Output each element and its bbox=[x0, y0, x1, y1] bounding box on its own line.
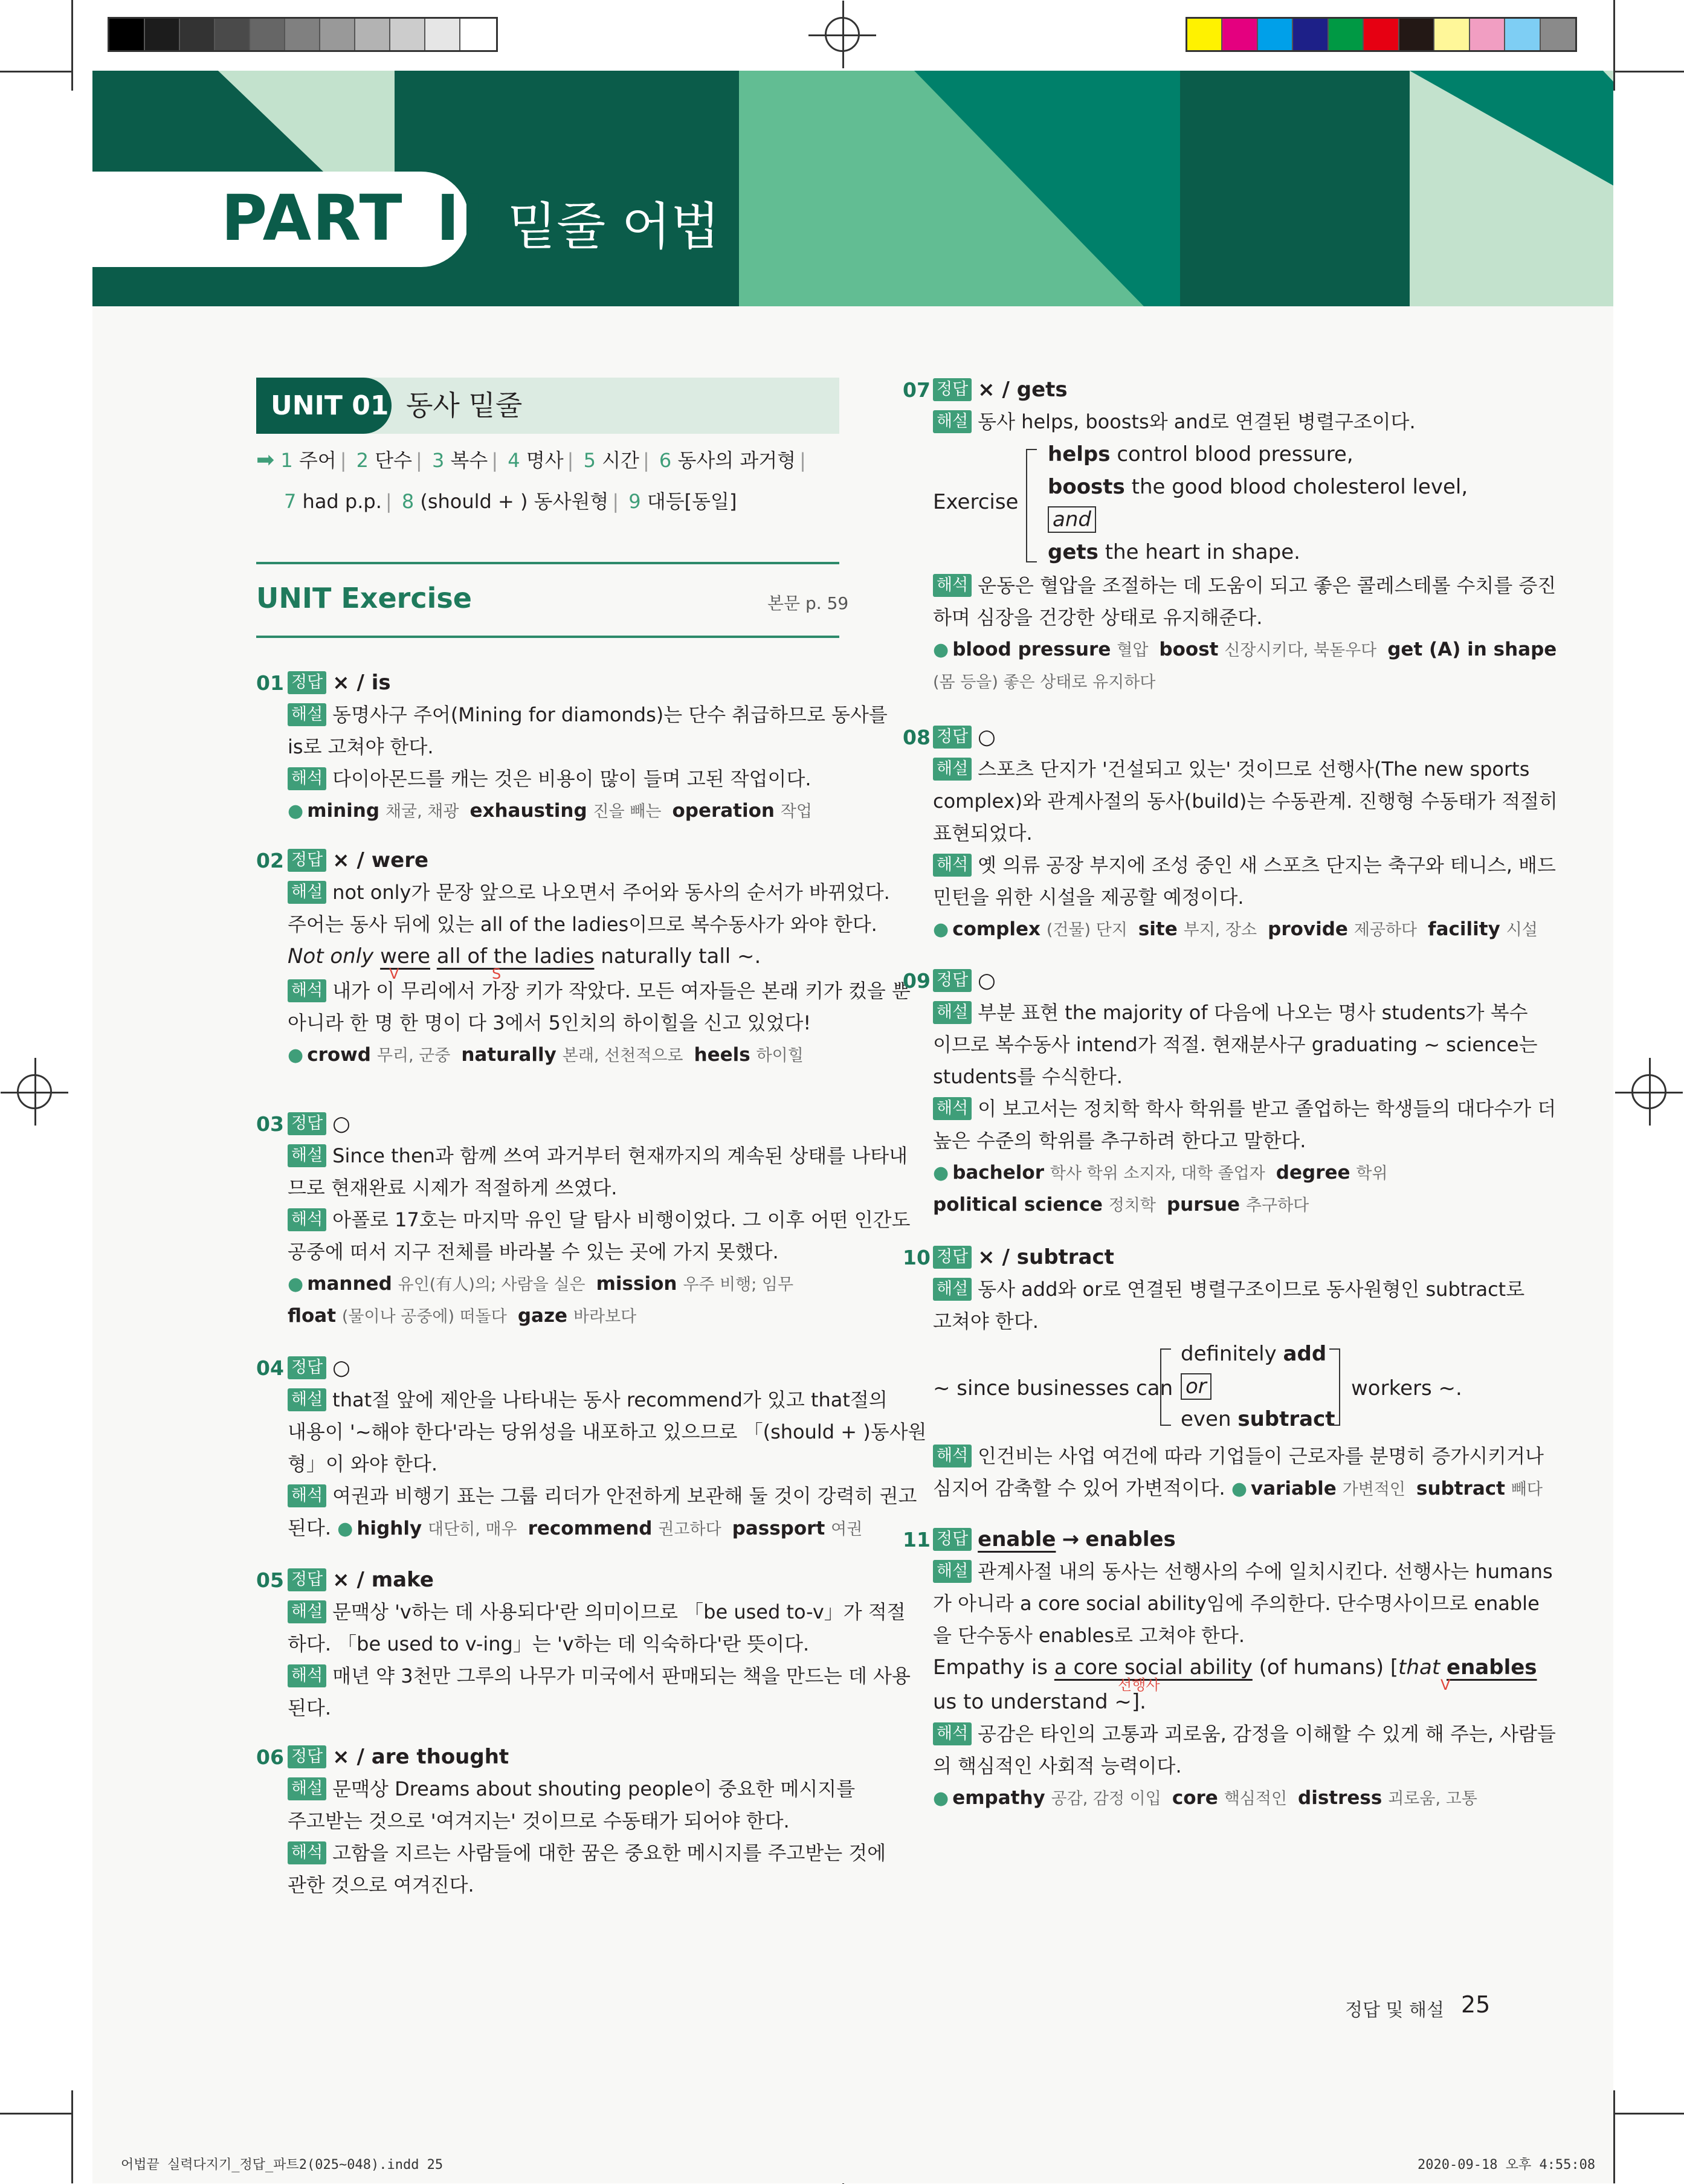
crop-mark bbox=[0, 2113, 71, 2115]
answer-item-07: 정답 × / gets 해설 동사 helps, boosts와 and로 연결된 병렬구조이다. Exercise helps control blood pressure, boosts the good blood cholesterol level, and gets the heart in shape. 해석 운동은 혈압을 조절하는 데 도움이 되고 좋은 콜레스테롤 수치를 증진 하며 심장을 건강한 상태로 유지해준다. ● blood pressure 혈압 boost 신장시키다, 북돋우다 get (A) in shape (몸 등을) 좋은 상태로 유지하다 bbox=[933, 378, 1557, 692]
vocab-line: float (물이나 공중에) 떠돌다 gaze 바라보다 bbox=[288, 1305, 637, 1327]
vocab-line: ● manned 유인(有人)의; 사람을 실은 mission 우주 비행; 임무 bbox=[288, 1273, 794, 1295]
answer-item-02: 정답 × / were 해설 not only가 문장 앞으로 나오면서 주어와 동사의 순서가 바뀌었다. 주어는 동사 뒤에 있는 all of the ladies이므로 복수동사가 와야 한다. Not only were all of the ladies naturally tall ~. V S 해석 내가 이 무리에서 가장 키가 작았다. 모든 여자들은 본래 키가 컸을 뿐 아니라 한 명 한 명이 다 3에서 5인치의 하이힐을 신고 있었다! ● crowd 무리, 군중 naturally 본래, 선천적으로 heels 하이힐 bbox=[288, 845, 844, 1071]
answer-item-05: 정답 × / make 해설 문맥상 'v하는 데 사용되다'란 의미이므로 「be used to-v」가 적절 하다. 「be used to v-ing」는 'v하는 데 익숙하다'란 뜻이다. 해석 매년 약 3천만 그루의 나무가 미국에서 판매되는 책을 만드는 데 사용 된다. bbox=[288, 1568, 911, 1719]
question-number: 07 bbox=[903, 378, 931, 402]
crop-mark bbox=[71, 0, 73, 91]
unit-topics-line-1: ➡ 1 주어 | 2 단수 | 3 복수 | 4 명사 | 5 시간 | 6 동사의 과거형 | bbox=[256, 448, 806, 472]
print-date-info: 2020-09-18 오후 4:55:08 bbox=[1418, 2157, 1596, 2173]
crop-mark bbox=[1613, 2090, 1615, 2183]
crop-mark bbox=[1613, 71, 1684, 72]
part-label: PART II bbox=[221, 181, 486, 255]
vocab-line: political science 정치학 pursue 추구하다 bbox=[933, 1194, 1309, 1216]
registration-mark-right bbox=[1631, 1074, 1666, 1109]
parallel-structure-diagram: ~ since businesses can definitely add or even subtract workers ~. bbox=[933, 1342, 1462, 1431]
crop-mark bbox=[1613, 0, 1615, 91]
answer-item-04: 정답 ○ 해설 that절 앞에 제안을 나타내는 동사 recommend가 있고 that절의 내용이 '~해야 한다'라는 당위성을 내포하고 있으므로 「(should + )동사원 형」이 와야 한다. 해석 여권과 비행기 표는 그룹 리더가 안전하게 보관해 둘 것이 강력히 권고 된다. ● highly 대단히, 매우 recommend 권고하다 passport 여권 bbox=[288, 1356, 927, 1539]
question-number: 08 bbox=[903, 726, 931, 749]
answer-item-03: 정답 ○ 해설 Since then과 함께 쓰여 과거부터 현재까지의 계속된 상태를 나타내 므로 현재완료 시제가 적절하게 쓰였다. 해석 아폴로 17호는 마지막 유인 달 탐사 비행이었다. 그 이후 어떤 인간도 공중에 떠서 지구 전체를 바라볼 수 있는 곳에 가지 못했다. ● manned 유인(有人)의; 사람을 실은 mission 우주 비행; 임무 float (물이나 공중에) 떠돌다 gaze 바라보다 bbox=[288, 1108, 844, 1332]
exercise-title: UNIT Exercise bbox=[256, 582, 472, 614]
print-file-info: 어법끝 실력다지기_정답_파트2(025~048).indd 25 bbox=[121, 2157, 444, 2173]
question-number: 01 bbox=[256, 671, 284, 695]
exercise-rule-top bbox=[256, 562, 839, 564]
answer-item-11: 정답 enable → enables 해설 관계사절 내의 동사는 선행사의 수에 일치시킨다. 선행사는 humans 가 아니라 a core social ability임에 주의한다. 단수명사이므로 enable 을 단수동사 enables로 고쳐야 한다. Empathy is a core social ability (of humans) [that enables 선행사 V us to understand ~]. 해석 공감은 타인의 고통과 괴로움, 감정을 이해할 수 있게 해 주는, 사람들 의 핵심적인 사회적 능력이다. ● empathy 공감, 감정 이입 core 핵심적인 distress 괴로움, 고통 bbox=[933, 1524, 1489, 1814]
vocab-line: ● complex (건물) 단지 site 부지, 장소 provide 제공하다 facility 시설 bbox=[933, 918, 1538, 940]
question-number: 05 bbox=[256, 1568, 284, 1592]
vocab-line: ● blood pressure 혈압 boost 신장시키다, 북돋우다 get (A) in shape bbox=[933, 639, 1557, 660]
topic-label: 명사 bbox=[526, 449, 564, 472]
verb-marker: V bbox=[389, 965, 399, 982]
vocab-line: ● bachelor 학사 학위 소지자, 대학 졸업자 degree 학위 bbox=[933, 1162, 1388, 1184]
arrow-right-icon: ➡ bbox=[256, 448, 275, 472]
topic-label: 복수 bbox=[450, 449, 488, 472]
part-title: 밑줄 어법 bbox=[508, 197, 720, 256]
question-number: 11 bbox=[903, 1528, 931, 1551]
question-number: 06 bbox=[256, 1745, 284, 1769]
topic-label: 단수 bbox=[375, 449, 413, 472]
topic-label: 주어 bbox=[298, 449, 337, 472]
parallel-structure-diagram: Exercise helps control blood pressure, boosts the good blood cholesterol level, and gets the heart in shape. bbox=[933, 442, 1468, 564]
vocab-line: ● empathy 공감, 감정 이입 core 핵심적인 distress 괴로움, 고통 bbox=[933, 1787, 1477, 1809]
unit-name: 동사 밑줄 bbox=[406, 389, 523, 422]
subject-marker: S bbox=[492, 965, 502, 982]
verb-marker: V bbox=[1440, 1677, 1451, 1693]
answer-item-10: 정답 × / subtract 해설 동사 add와 or로 연결된 병렬구조이므로 동사원형인 subtract로 고쳐야 한다. ~ since businesses can definitely add or even subtract workers ~. 해석 인건비는 사업 여건에 따라 기업들이 근로자를 분명히 증가시키거나 심지어 감축할 수 있어 가변적이다. ● variable 가변적인 subtract 빼다 bbox=[933, 1245, 1544, 1499]
antecedent-marker: 선행사 bbox=[1118, 1677, 1160, 1693]
crop-mark bbox=[0, 71, 71, 72]
question-number: 09 bbox=[903, 969, 931, 993]
example-sentence: Empathy is a core social ability (of humans) [that enables bbox=[933, 1655, 1537, 1680]
question-number: 03 bbox=[256, 1112, 284, 1136]
unit-topics-line-2: 7 had p.p. | 8 (should + ) 동사원형 | 9 대등[동일] bbox=[284, 490, 737, 513]
diagram-bracket-left bbox=[1160, 1348, 1171, 1426]
grayscale-calibration-bar bbox=[108, 17, 498, 52]
vocab-line: ● mining 채굴, 채광 exhausting 진을 빼는 operation 작업 bbox=[288, 800, 813, 822]
diagram-bracket-right bbox=[1329, 1348, 1340, 1426]
answer-item-08: 정답 ○ 해설 스포츠 단지가 '건설되고 있는' 것이므로 선행사(The new sports complex)와 관계사절의 동사(build)는 수동관계. 진행형 수동태가 적절히 표현되었다. 해석 옛 의류 공장 부지에 조성 중인 새 스포츠 단지는 축구와 테니스, 배드 민턴을 위한 시설을 제공할 예정이다. ● complex (건물) 단지 site 부지, 장소 provide 제공하다 facility 시설 bbox=[933, 721, 1489, 945]
question-number: 04 bbox=[256, 1356, 284, 1380]
part-numeral: II bbox=[436, 181, 486, 255]
exercise-rule-bottom bbox=[256, 636, 839, 638]
unit-header bbox=[256, 378, 839, 434]
exercise-page-ref: 본문 p. 59 bbox=[767, 593, 849, 613]
example-sentence: Not only were all of the ladies naturally tall ~. bbox=[288, 944, 761, 968]
answer-item-01: 정답 × / is 해설 동명사구 주어(Mining for diamonds)는 단수 취급하므로 동사를 is로 고쳐야 한다. 해석 다이아몬드를 캐는 것은 비용이 많이 들며 고된 작업이다. ● mining 채굴, 채광 exhausting 진을 빼는 operation 작업 bbox=[288, 667, 844, 827]
question-number: 02 bbox=[256, 849, 284, 872]
page-number: 25 bbox=[1461, 1991, 1491, 2018]
answer-item-09: 정답 ○ 해설 부분 표현 the majority of 다음에 나오는 명사 students가 복수 이므로 복수동사 intend가 적절. 현재분사구 graduating ~ science는 students를 수식한다. 해석 이 보고서는 정치학 학사 학위를 받고 졸업하는 학생들의 대다수가 더 높은 수준의 학위를 추구하려 한다고 말한다. ● bachelor 학사 학위 소지자, 대학 졸업자 degree 학위 political science 정치학 pursue 추구하다 bbox=[933, 965, 1489, 1221]
topic-label: 대등[동일] bbox=[647, 490, 737, 513]
question-number: 10 bbox=[903, 1246, 931, 1269]
crop-mark bbox=[1613, 2113, 1684, 2115]
registration-mark-top bbox=[825, 17, 860, 52]
topic-label: had p.p. bbox=[302, 490, 382, 513]
crop-mark bbox=[71, 2090, 73, 2183]
registration-mark-left bbox=[17, 1074, 52, 1109]
topic-label: (should + ) 동사원형 bbox=[420, 490, 609, 513]
vocab-line: ● crowd 무리, 군중 naturally 본래, 선천적으로 heels 하이힐 bbox=[288, 1044, 804, 1066]
diagram-bracket bbox=[1026, 449, 1037, 562]
topic-label: 동사의 과거형 bbox=[677, 449, 796, 472]
answer-item-06: 정답 × / are thought 해설 문맥상 Dreams about shouting people이 중요한 메시지를 주고받는 것으로 '여겨지는' 것이므로 수동태가 되어야 한다. 해석 고함을 지르는 사람들에 대한 꿈은 중요한 메시지를 주고받는 것에 관한 것으로 여겨진다. bbox=[288, 1745, 886, 1896]
topic-label: 시간 bbox=[602, 449, 639, 472]
footer-section-label: 정답 및 해설 bbox=[1345, 2000, 1444, 2021]
color-calibration-bar bbox=[1186, 17, 1577, 52]
unit-tag: UNIT 01 bbox=[256, 378, 392, 434]
